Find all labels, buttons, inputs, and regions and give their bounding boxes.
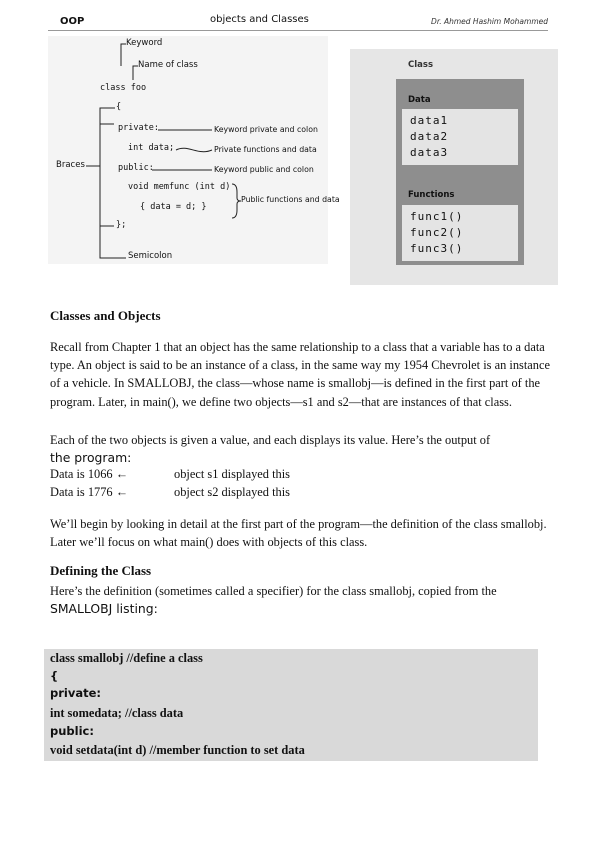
output-line-1-left: Data is 1066 ← <box>50 467 129 481</box>
code-private: private: <box>118 123 159 133</box>
class-box-figure <box>350 49 558 285</box>
label-keyword: Keyword <box>126 38 163 48</box>
section-heading-defining-class: Defining the Class <box>50 563 152 578</box>
functions-label: Functions <box>408 190 455 200</box>
label-public-data: Public functions and data <box>241 195 340 204</box>
output-line-2-right: object s2 displayed this <box>174 485 290 499</box>
data-item-3: data3 <box>410 146 449 159</box>
functions-box <box>402 205 518 261</box>
data-item-2: data2 <box>410 130 449 143</box>
output-line-2-left: Data is 1776 ← <box>50 485 129 499</box>
code-int-data: int data; <box>128 143 175 153</box>
code-line-3: private: <box>50 686 101 700</box>
func-item-2: func2() <box>410 226 464 239</box>
paragraph-definition-cont: SMALLOBJ listing: <box>50 601 158 616</box>
code-line-2: { <box>50 669 59 683</box>
paragraph-output-intro-cont: the program: <box>50 450 132 465</box>
code-line-5: public: <box>50 724 94 738</box>
data-item-1: data1 <box>410 114 449 127</box>
func-item-3: func3() <box>410 242 464 255</box>
code-listing <box>44 649 538 761</box>
output-line-1-right: object s1 displayed this <box>174 467 290 481</box>
label-private-keyword: Keyword private and colon <box>214 125 318 134</box>
code-line-6: void setdata(int d) //member function to set data <box>50 743 305 757</box>
paragraph-output-intro: Each of the two objects is given a value, and each displays its value. Here’s the output of <box>50 433 491 447</box>
class-label: Class <box>408 60 434 70</box>
page-header <box>48 14 548 31</box>
data-label: Data <box>408 95 431 105</box>
label-name-of-class: Name of class <box>138 60 198 70</box>
paragraph-intro: Recall from Chapter 1 that an object has the same relationship to a class that a variable has to a data type. An object is said to be an instance of a class, in the same way my 1954 Chevrolet is an instance of a vehicle. In SMALLOBJ, the class—whose name is smallobj—is defined in the first part of the program. Later, in main(), we define two objects—s1 and s2—that are instances of that class. <box>50 340 550 409</box>
code-class-decl: class foo <box>100 83 147 93</box>
paragraph-definition: Here’s the definition (sometimes called a specifier) for the class smallobj, copied from the <box>50 584 497 598</box>
header-course: OOP <box>60 16 85 27</box>
code-open-brace: { <box>116 102 122 112</box>
data-box <box>402 109 518 165</box>
code-line-1: class smallobj //define a class <box>50 651 203 665</box>
label-semicolon: Semicolon <box>128 251 173 261</box>
code-line-4: int somedata; //class data <box>50 706 184 720</box>
func-item-1: func1() <box>410 210 464 223</box>
code-func-body: { data = d; } <box>140 202 207 212</box>
header-author: Dr. Ahmed Hashim Mohammed <box>431 17 548 26</box>
code-public: public: <box>118 163 154 173</box>
code-void-func: void memfunc (int d) <box>128 182 231 192</box>
section-heading-classes-objects: Classes and Objects <box>50 308 161 323</box>
label-private-data: Private functions and data <box>214 145 317 154</box>
label-braces: Braces <box>56 160 85 170</box>
code-close-brace: }; <box>116 220 127 230</box>
header-topic: objects and Classes <box>210 14 309 25</box>
label-public-keyword: Keyword public and colon <box>214 165 314 174</box>
paragraph-walkthrough: We’ll begin by looking in detail at the first part of the program—the definition of the class smallobj. Later we’ll focus on what main() does with objects of this class. <box>50 517 547 550</box>
class-syntax-figure <box>48 36 340 264</box>
